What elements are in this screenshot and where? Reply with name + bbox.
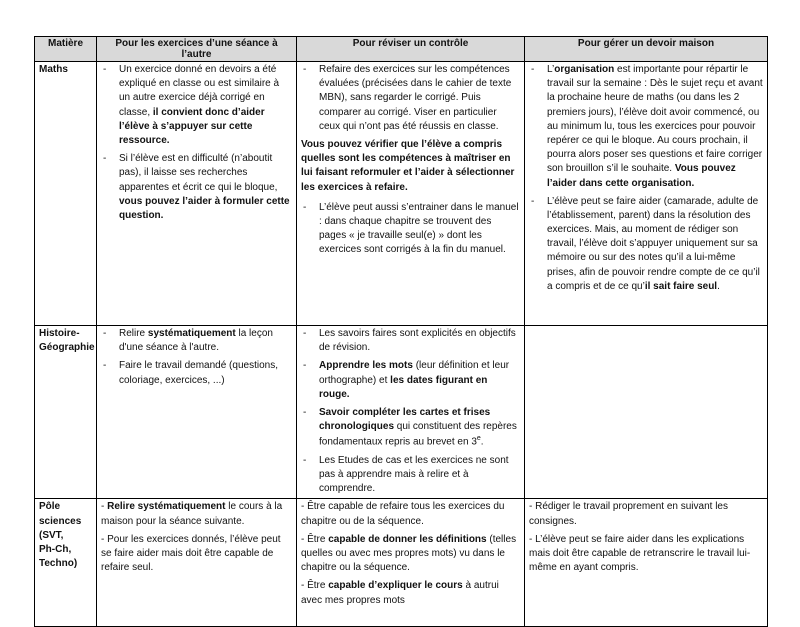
list-item: - L’élève peut se faire aider dans les explications mais doit être capable de retranscrire le travail lui-même en ayant compris. [529, 533, 751, 574]
sciences-review-test [297, 499, 525, 627]
table-row-maths [35, 62, 768, 326]
sciences-between-sessions [97, 499, 297, 627]
list-item: - Refaire des exercices sur les compétences évaluées (précisées dans le cahier de texte MBN), sans regarder le corrigé. Puis comparer au corrigé. Viser en particulier ceux qui n’ont pas été réussis en classe. [301, 63, 520, 134]
header-review-test: Pour réviser un contrôle [297, 37, 525, 62]
list-item: - Un exercice donné en devoirs a été expliqué en classe ou est similaire à un autre exercice déjà corrigé en classe, il convient donc d’aider l’élève à s’appuyer sur cette ressource. [101, 63, 292, 148]
list-item: - Être capable de donner les définitions (telles quelles ou avec mes propres mots) vu dans le chapitre ou la séquence. [301, 533, 517, 574]
histoire-review-test [297, 326, 525, 499]
subject-maths: Maths [35, 62, 97, 326]
list-item: - L’élève peut aussi s’entrainer dans le manuel : dans chaque chapitre se trouvent des pages « je travaille seul(e) » dont les exercices sont corrigés à la fin du manuel. [301, 201, 520, 258]
header-row [35, 37, 768, 62]
maths-review-test [297, 62, 525, 326]
subject-histoire-geographie: Histoire- Géographie [35, 326, 97, 499]
table-row-sciences [35, 499, 768, 627]
table-row-histoire-geographie [35, 326, 768, 499]
list-item: - Rédiger le travail proprement en suivant les consignes. [529, 501, 728, 527]
list-item: - Les Etudes de cas et les exercices ne sont pas à apprendre mais à relire et à comprendre. [301, 454, 520, 497]
subject-pole-sciences: Pôle sciences (SVT, Ph-Ch, Techno) [35, 499, 97, 627]
list-item: - Faire le travail demandé (questions, coloriage, exercices, ...) [101, 359, 292, 387]
list-item: - Relire systématiquement le cours à la maison pour la séance suivante. [101, 501, 283, 527]
maths-homework [525, 62, 768, 326]
header-homework: Pour gérer un devoir maison [525, 37, 768, 62]
maths-between-sessions [97, 62, 297, 326]
list-item: - Être capable de refaire tous les exercices du chapitre ou de la séquence. [301, 501, 505, 527]
list-item: - Pour les exercices donnés, l’élève peut se faire aider mais doit être capable de refaire seul. [101, 533, 281, 574]
sciences-homework [525, 499, 768, 627]
list-item: - Être capable d’expliquer le cours à autrui avec mes propres mots [301, 580, 499, 606]
list-item: - L’organisation est importante pour répartir le travail sur la semaine : Dès le sujet reçu et avant la prochaine heure de maths (ou dans les 2 premiers jours), l’élève doit avoir commencé, ou au minimum lu, tous les exercices pour pouvoir repérer ce qui le bloque. Au cours prochain, il pourra alors poser ses questions et faire corriger son brouillon s’il le souhaite. Vous pouvez l’aider dans cette organisation. [529, 63, 763, 191]
list-item: - Savoir compléter les cartes et frises chronologiques qui constituent des repères fondamentaux repris au brevet en 3e. [301, 406, 520, 450]
histoire-homework [525, 326, 768, 499]
homework-guidance-table [34, 36, 768, 627]
header-subject: Matière [35, 37, 97, 62]
histoire-between-sessions [97, 326, 297, 499]
header-between-sessions: Pour les exercices d’une séance à l’autre [97, 37, 297, 62]
list-item: - L’élève peut se faire aider (camarade, adulte de l’établissement, parent) dans la résolution des exercices. Mais, au moment de rédiger son travail, l’élève doit s’appuyer uniquement sur sa mémoire ou sur des notes qu’il a lui-même prises, afin de pouvoir rendre compte de ce qu’il a compris et de ce qu’il sait faire seul. [529, 195, 763, 294]
maths-review-advice: Vous pouvez vérifier que l’élève a compris quelles sont les compétences à maîtriser en lui faisant reformuler et l’aider à sélectionner les exercices à refaire. [301, 138, 515, 193]
list-item: - Relire systématiquement la leçon d'une séance à l'autre. [101, 327, 292, 355]
list-item: - Apprendre les mots (leur définition et leur orthographe) et les dates figurant en rouge. [301, 359, 520, 402]
list-item: - Si l’élève est en difficulté (n’aboutit pas), il laisse ses recherches apparentes et écrit ce qui le bloque, vous pouvez l’aider à formuler cette question. [101, 152, 292, 223]
list-item: - Les savoirs faires sont explicités en objectifs de révision. [301, 327, 520, 355]
